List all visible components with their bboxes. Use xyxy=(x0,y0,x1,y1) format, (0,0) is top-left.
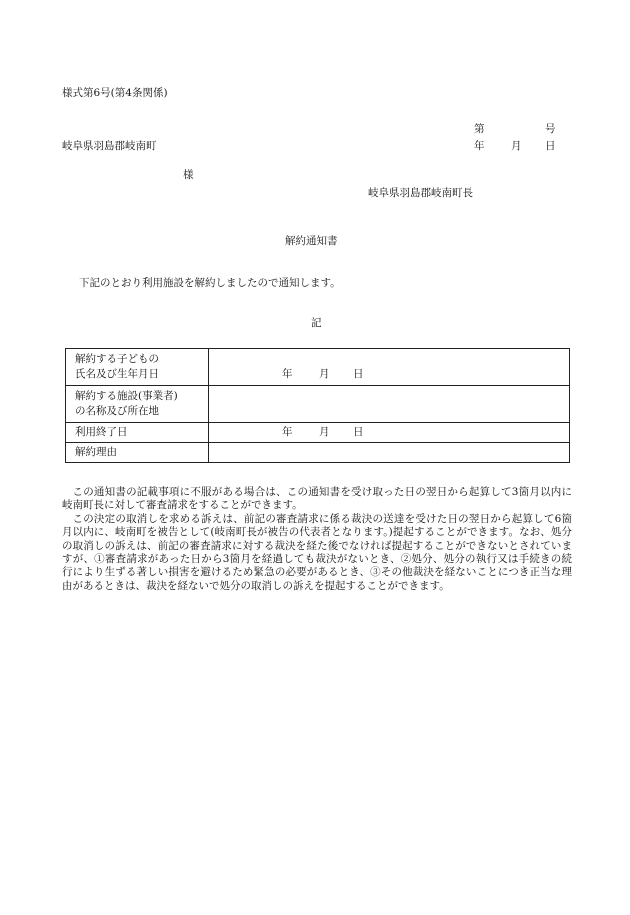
recipient-honorific: 様 xyxy=(183,169,194,181)
child-name-birthdate-value[interactable] xyxy=(209,349,570,386)
end-month-label: 月 xyxy=(319,426,330,438)
table-row-end-date xyxy=(66,423,570,443)
label-line: 氏名及び生年月日 xyxy=(75,368,159,380)
end-date-label: 利用終了日 xyxy=(66,423,209,443)
end-day-label: 日 xyxy=(353,426,364,438)
facility-name-address-value[interactable] xyxy=(209,386,570,423)
date-month-label: 月 xyxy=(511,140,522,152)
table-row-child xyxy=(66,349,570,386)
issuer-name: 岐阜県羽島郡岐南町長 xyxy=(368,187,473,199)
town-name: 岐阜県羽島郡岐南町 xyxy=(62,140,157,152)
facility-name-address-label xyxy=(66,386,209,423)
child-name-birthdate-label xyxy=(66,349,209,386)
document-number-suffix: 号 xyxy=(545,123,556,135)
cancellation-reason-label: 解約理由 xyxy=(66,443,209,463)
date-year-label: 年 xyxy=(474,140,485,152)
appeal-notice xyxy=(62,486,572,593)
document-number-prefix: 第 xyxy=(474,123,485,135)
cancellation-reason-value[interactable] xyxy=(209,443,570,463)
label-line: 解約する施設(事業者) xyxy=(75,390,178,402)
label-line: 解約する子どもの xyxy=(75,353,159,365)
notice-paragraph-lawsuit: この決定の取消しを求める訴えは、前記の審査請求に係る裁決の送達を受けた日の翌日から起算して6箇月以内に、岐南町を被告として(岐南町長が被告の代表者となります。)提起することができます。なお、処分の取消しの訴えは、前記の審査請求に対する裁決を経た後でなければ提起することができないとされていますが、①審査請求があった日から3箇月を経過しても裁決がないとき、②処分、処分の執行又は手続きの続行により生ずる著しい損害を避けるため緊急の必要があるとき、③その他裁決を経ないことにつき正当な理由があるときは、裁決を経ないで処分の取消しの訴えを提起することができます。 xyxy=(62,512,572,592)
document-title: 解約通知書 xyxy=(285,235,338,247)
birth-day-label: 日 xyxy=(353,367,364,380)
table-row-reason xyxy=(66,443,570,463)
end-date-value[interactable] xyxy=(209,423,570,443)
birth-month-label: 月 xyxy=(319,367,330,380)
cancellation-details-table xyxy=(65,348,570,463)
birth-year-label: 年 xyxy=(282,367,293,380)
date-day-label: 日 xyxy=(545,140,556,152)
label-line: の名称及び所在地 xyxy=(75,405,159,417)
form-number: 様式第6号(第4条関係) xyxy=(62,87,168,99)
notice-paragraph-review-request: この通知書の記載事項に不服がある場合は、この通知書を受け取った日の翌日から起算して3箇月以内に岐南町長に対して審査請求をすることができます。 xyxy=(62,486,572,512)
ki-heading: 記 xyxy=(311,317,322,329)
table-row-facility xyxy=(66,386,570,423)
intro-text: 下記のとおり利用施設を解約しましたので通知します。 xyxy=(79,277,341,289)
end-year-label: 年 xyxy=(282,426,293,438)
